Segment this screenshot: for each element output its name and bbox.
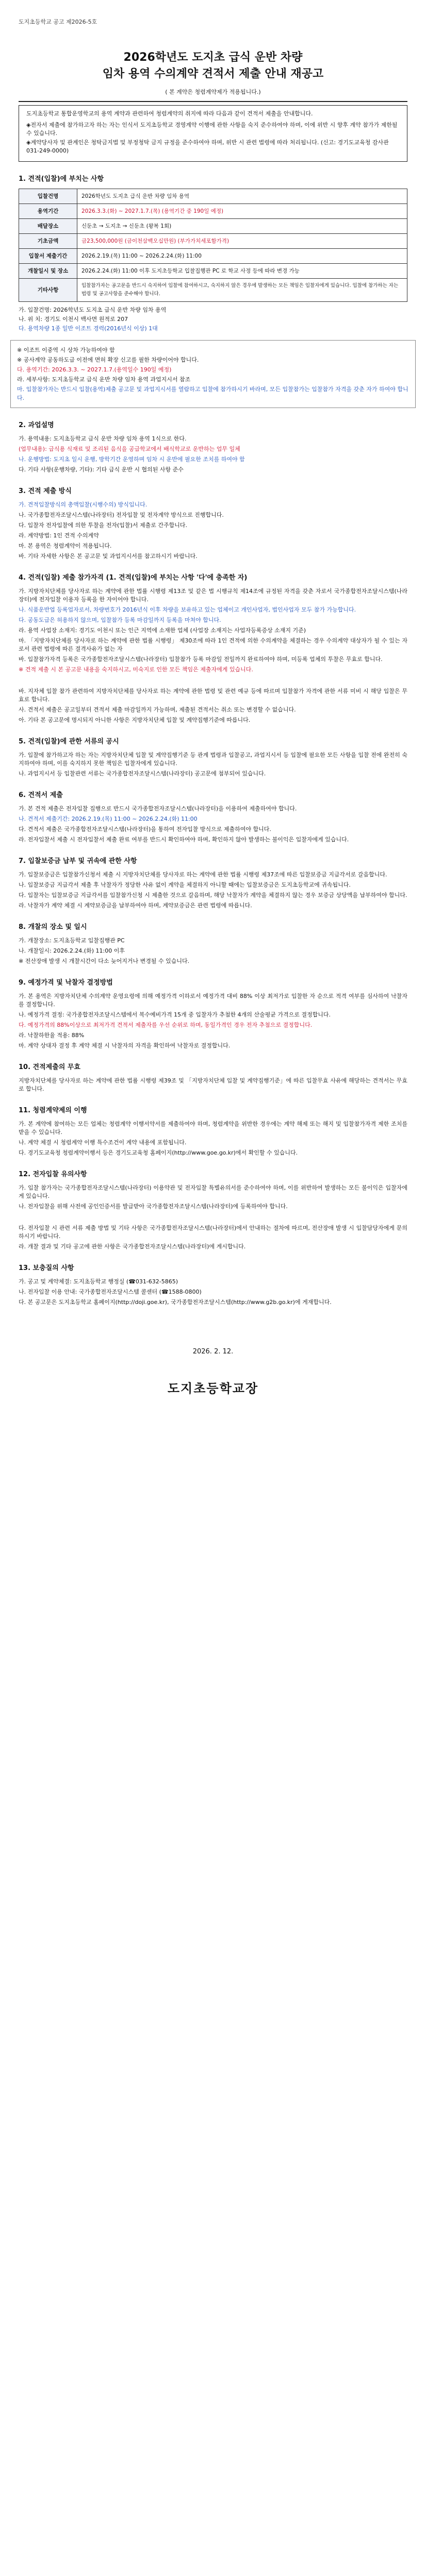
section-8 bbox=[19, 923, 407, 965]
row-value: 2026.2.19.(목) 11:00 ~ 2026.2.24.(화) 11:00 bbox=[77, 249, 407, 264]
requirements-box bbox=[10, 340, 416, 408]
table-row bbox=[19, 204, 407, 219]
row-key: 배달장소 bbox=[19, 219, 77, 234]
row-key: 기타사항 bbox=[19, 279, 77, 302]
requirement-line: 다. 용역기간: 2026.3.3. ~ 2027.1.7.(용역일수 190일 예정) bbox=[17, 366, 172, 373]
body-line: 나. 과업지시서 등 입찰관련 서류는 국가종합전자조달시스템(나라장터) 공고문에 첨부되어 있습니다. bbox=[19, 770, 266, 777]
body-line: 가. 용역내용: 도지초등학교 급식 운반 차량 임차 용역 1식으로 한다. bbox=[19, 435, 187, 442]
row-value: 신둔초 → 도지초 → 신둔초 (왕복 1회) bbox=[77, 219, 407, 234]
body-line: 바. 기타 자세한 사항은 본 공고문 및 과업지시서를 참고하시기 바랍니다. bbox=[19, 553, 198, 560]
body-line: 다. 입찰자 전자입찰에 의한 투찰을 전자(입찰)서 제출로 간주합니다. bbox=[19, 522, 187, 529]
section-heading: 7. 입찰보증금 납부 및 귀속에 관한 사항 bbox=[19, 857, 137, 865]
body-line: 나. 전자입찰 이용 안내: 국가종합전자조달시스템 콜센터 (☎1588-0800) bbox=[19, 1289, 202, 1295]
signoff-date: 2026. 2. 12. bbox=[192, 1348, 234, 1355]
section-4-cont bbox=[19, 687, 407, 724]
body-line: 마. 「지방자치단체를 당사자로 하는 계약에 관한 법률 시행령」 제30조에 따라 1인 견적에 의한 수의계약을 체결하는 경우 수의계약 대상자가 될 수 있는 자로서 관련 법령에 따른 결격사유가 없는 자 bbox=[19, 637, 407, 652]
body-line: 라. 낙찰하한율 적용: 88% bbox=[19, 1032, 85, 1039]
section-13 bbox=[19, 1264, 407, 1307]
body-line: 다. 입찰자는 입찰보증금 지급각서를 입찰참가신청 시 제출한 것으로 갈음하며, 해당 낙찰자가 계약을 체결하지 않는 경우 보증금 상당액을 납부하여야 합니다. bbox=[19, 892, 407, 899]
section-heading: 13. 보충질의 사항 bbox=[19, 1264, 74, 1272]
row-value: 2026.2.24.(화) 11:00 이후 도지초등학교 입찰집행관 PC 로 학교 사정 등에 따라 변경 가능 bbox=[77, 264, 407, 279]
body-line: 나. 견적서 제출기간: 2026.2.19.(목) 11:00 ~ 2026.2.24.(화) 11:00 bbox=[19, 816, 198, 822]
row-value: 입찰참가자는 공고문을 반드시 숙지하여 입찰에 참여하시고, 숙지하지 않은 경우에 발생하는 모든 책임은 입찰자에게 있습니다. 입찰에 참가하는 자는 법령 및 공고사항을 준수해야 합니다. bbox=[77, 279, 407, 302]
row-value: 2026학년도 도지초 급식 운반 차량 임차 용역 bbox=[77, 189, 407, 204]
body-line: 가. 입찰 참가자는 국가종합전자조달시스템(나라장터) 이용약관 및 전자입찰 특별유의서를 준수하여야 하며, 이를 위반하여 발생하는 모든 불이익은 입찰자에게 있습니다. bbox=[19, 1184, 407, 1199]
body-line: ※ 전산장애 발생 시 개찰시간이 다소 늦어지거나 변경될 수 있습니다. bbox=[19, 958, 190, 964]
body-line: 나. 식품운반업 등록업자로서, 차량번호가 2016년식 이후 차량을 보유하고 있는 업체이고 개인사업자, 법인사업자 모두 참가 가능합니다. bbox=[19, 606, 356, 613]
body-line: 나. 개찰일시: 2026.2.24.(화) 11:00 이후 bbox=[19, 947, 125, 954]
note-line: 나. 위 치: 경기도 이천시 백사면 원적로 207 bbox=[19, 316, 128, 323]
row-value: 2026.3.3.(화) ~ 2027.1.7.(목) (용역기간 중 190일 예정) bbox=[77, 204, 407, 219]
section-10 bbox=[19, 1063, 407, 1093]
requirement-line: 라. 세부사항: 도지초등학교 급식 운반 차량 임차 용역 과업지시서 참조 bbox=[17, 376, 191, 383]
body-line: 가. 입찰에 참가하고자 하는 자는 지방자치단체 입찰 및 계약집행기준 등 관계 법령과 입찰공고, 과업지시서 등 입찰에 필요한 모든 사항을 입찰 전에 완전히 숙지하여야 하며, 이를 숙지하지 못한 책임은 입찰자에게 있습니다. bbox=[19, 752, 407, 767]
title-subtitle: ( 본 계약은 청렴계약제가 적용됩니다.) bbox=[165, 89, 261, 95]
body-line: 나. 계약 체결 시 청렴계약 이행 특수조건이 계약 내용에 포함됩니다. bbox=[19, 1139, 187, 1146]
body-line: 다. 공동도급은 허용하지 않으며, 입찰참가 등록 마감일까지 등록을 마쳐야 합니다. bbox=[19, 617, 221, 623]
body-line: 라. 개찰 결과 및 기타 공고에 관한 사항은 국가종합전자조달시스템(나라장터)에 게시합니다. bbox=[19, 1243, 246, 1250]
body-line: 다. 전자입찰 시 관련 서류 제출 방법 및 기타 사항은 국가종합전자조달시스템(나라장터)에서 안내하는 절차에 따르며, 전산장애 발생 시 입찰담당자에게 문의하시기 바랍니다. bbox=[19, 1225, 407, 1240]
notice-bullet: ◈계약당사자 및 관계인은 청탁금지법 및 부정청탁 금지 규정을 준수하여야 하며, 위반 시 관련 법령에 따라 처리됩니다. (신고: 경기도교육청 감사관 031-249-0000) bbox=[26, 139, 389, 154]
body-line: 바. 지자체 입찰 참가 관련하여 지방자치단체를 당사자로 하는 계약에 관한 법령 및 관련 예규 등에 따르며 입찰참가 자격에 관한 서류 미비 시 해당 입찰은 무효로 합니다. bbox=[19, 688, 407, 703]
body-line: 지방자치단체를 당사자로 하는 계약에 관한 법률 시행령 제39조 및 「지방자치단체 입찰 및 계약집행기준」에 따른 입찰무효 사유에 해당하는 견적서는 무효로 합니다. bbox=[19, 1077, 407, 1092]
body-line: 가. 본 계약에 참여하는 모든 업체는 청렴계약 이행서약서를 제출하여야 하며, 청렴계약을 위반한 경우에는 계약 해제 또는 해지 및 입찰참가자격 제한 조치를 받을 수 있습니다. bbox=[19, 1121, 407, 1136]
body-line: 아. 기타 본 공고문에 명시되지 아니한 사항은 지방자치단체 입찰 및 계약집행기준에 따릅니다. bbox=[19, 717, 251, 723]
note-line: 다. 용역차량 1종 일반 이조트 경력(2016년식 이상) 1대 bbox=[19, 325, 158, 332]
body-line: 나. 운행방법: 도지초 일시 운행, 방학기간 운영하며 임차 시 운반에 필요한 조치를 하여야 함 bbox=[19, 456, 245, 463]
row-key: 개찰일시 및 장소 bbox=[19, 264, 77, 279]
row-key: 기초금액 bbox=[19, 234, 77, 249]
schedule-table bbox=[19, 189, 407, 302]
notice-number: 도지초등학교 공고 제2026-5호 bbox=[19, 19, 97, 25]
section-heading: 5. 견적(입찰)에 관한 서류의 공시 bbox=[19, 738, 119, 745]
section-heading: 1. 견적(입찰)에 부치는 사항 bbox=[19, 175, 104, 183]
body-line: 다. 예정가격의 88%이상으로 최저가격 견적서 제출자를 우선 순위로 하며, 동일가격인 경우 전자 추첨으로 결정합니다. bbox=[19, 1022, 313, 1028]
requirement-line: 마. 입찰참가자는 반드시 입찰(용역)제출 공고문 및 과업지시서를 열람하고 입찰에 참가하시기 바라며, 모든 입찰참가는 입찰참가 자격을 갖춘 자가 하여야 합니다. bbox=[17, 386, 408, 401]
section-heading: 10. 견적제출의 무효 bbox=[19, 1063, 80, 1071]
signoff bbox=[0, 1348, 426, 1396]
body-line: 라. 용역 사업장 소재지: 경기도 이천시 또는 인근 지역에 소재한 업체 (사업장 소재지는 사업자등록증상 소재지 기준) bbox=[19, 627, 306, 634]
title-separator bbox=[19, 101, 407, 102]
table-row bbox=[19, 219, 407, 234]
body-line: ※ 견적 제출 시 본 공고문 내용을 숙지하시고, 미숙지로 인한 모든 책임은 제출자에게 있습니다. bbox=[19, 666, 253, 673]
body-line: 라. 낙찰자가 계약 체결 시 계약보증금을 납부하여야 하며, 계약보증금은 관련 법령에 따릅니다. bbox=[19, 902, 252, 909]
table-row bbox=[19, 279, 407, 302]
notice-bullet: ◈전자서 제출에 참가하고자 하는 자는 인식서 도지초등학교 경영계약 이행에 관한 사항을 숙지 준수하여야 하며, 이에 위반 시 향후 계약 참가가 제한될 수 있습니다. bbox=[26, 122, 398, 137]
table-row bbox=[19, 234, 407, 249]
body-line: 바. 입찰참가자격 등록은 국가종합전자조달시스템(나라장터) 입찰참가 등록 마감일 전일까지 완료하여야 하며, 미등록 업체의 투찰은 무효로 합니다. bbox=[19, 656, 383, 663]
section-heading: 4. 견적(입찰) 제출 참가자격 (1. 견적(입찰)에 부치는 사항 '다'에 충족한 자) bbox=[19, 574, 248, 582]
requirement-line: ※ 이조트 이중역 시 상차 가능하여야 함 bbox=[17, 347, 115, 353]
body-line: 가. 공고 및 계약체결: 도지초등학교 행정실 (☎031-632-5865) bbox=[19, 1278, 178, 1285]
section-2 bbox=[19, 421, 407, 474]
row-key: 입찰서 제출기간 bbox=[19, 249, 77, 264]
note-line: 가. 입찰건명: 2026학년도 도지초 급식 운반 차량 임차 용역 bbox=[19, 307, 167, 313]
section-heading: 9. 예정가격 및 낙찰자 결정방법 bbox=[19, 979, 113, 987]
body-line: 가. 지방자치단체를 당사자로 하는 계약에 관한 법률 시행령 제13조 및 같은 법 시행규칙 제14조에 규정된 자격을 갖춘 자로서 국가종합전자조달시스템(나라장터)에 전자입찰 이용자 등록을 한 자이어야 합니다. bbox=[19, 588, 407, 603]
body-line: 나. 예정가격 결정: 국가종합전자조달시스템에서 복수예비가격 15개 중 입찰자가 추첨한 4개의 산술평균 가격으로 결정합니다. bbox=[19, 1011, 331, 1018]
row-key: 입찰건명 bbox=[19, 189, 77, 204]
section-heading: 8. 개찰의 장소 및 일시 bbox=[19, 923, 87, 931]
body-line: 나. 입찰보증금 지급각서 제출 후 낙찰자가 정당한 사유 없이 계약을 체결하지 아니할 때에는 입찰보증금은 도지초등학교에 귀속됩니다. bbox=[19, 882, 351, 888]
body-line: 사. 견적서 제출은 공고일부터 견적서 제출 마감일까지 가능하며, 제출된 견적서는 취소 또는 변경할 수 없습니다. bbox=[19, 706, 296, 713]
table-row bbox=[19, 264, 407, 279]
body-line: 다. 경기도교육청 청렴계약이행서 등은 경기도교육청 홈페이지(http://www.goe.go.kr)에서 확인할 수 있습니다. bbox=[19, 1149, 298, 1156]
body-line: 라. 전자입찰서 제출 시 전자입찰서 제출 완료 여부를 반드시 확인하여야 하며, 확인하지 않아 발생하는 불이익은 입찰자에게 있습니다. bbox=[19, 836, 349, 843]
row-key: 용역기간 bbox=[19, 204, 77, 219]
section-12 bbox=[19, 1171, 407, 1211]
section-heading: 12. 전자입찰 유의사항 bbox=[19, 1171, 87, 1178]
title-line-2: 임차 용역 수의계약 견적서 제출 안내 재공고 bbox=[102, 67, 324, 80]
body-line: 가. 본 견적 제출은 전자입찰 집행으로 반드시 국가종합전자조달시스템(나라장터)을 이용하여 제출하여야 합니다. bbox=[19, 805, 297, 812]
notice-intro: 도지초등학교 통합운영학교의 용역 계약과 관련하여 청렴계약의 취지에 따라 다음과 같이 견적서 제출을 안내합니다. bbox=[26, 110, 313, 117]
row-value: 금23,500,000원 (금이천삼백오십만원) (부가가치세포함가격) bbox=[77, 234, 407, 249]
body-line: 라. 계약방법: 1인 견적 수의계약 bbox=[19, 532, 99, 539]
section-heading: 11. 청렴계약제의 이행 bbox=[19, 1107, 87, 1114]
section-7 bbox=[19, 857, 407, 910]
body-line: 다. 본 공고문은 도지초등학교 홈페이지(http://doji.goe.kr), 국가종합전자조달시스템(http://www.g2b.go.kr)에 게재합니다. bbox=[19, 1299, 332, 1306]
section-12-cont bbox=[19, 1224, 407, 1251]
section-heading: 3. 견적 제출 방식 bbox=[19, 487, 72, 495]
section-3 bbox=[19, 487, 407, 561]
body-line: 다. 견적서 제출은 국가종합전자조달시스템(나라장터)을 통하여 전자입찰 방식으로 제출하여야 합니다. bbox=[19, 826, 271, 833]
title-line-1: 2026학년도 도지초 급식 운반 차량 bbox=[123, 51, 303, 64]
requirement-line: ※ 공사계약 공동하도급 이전에 면허 확장 신고를 필한 차량이어야 합니다. bbox=[17, 357, 199, 363]
section-11 bbox=[19, 1107, 407, 1157]
section-heading: 6. 견적서 제출 bbox=[19, 791, 63, 799]
title-block bbox=[0, 49, 426, 96]
body-line: (업무내용): 급식용 식재료 및 조리된 음식을 공급학교에서 배식학교로 운반하는 업무 일체 bbox=[19, 446, 240, 452]
body-line: 마. 계약 상대자 결정 후 계약 체결 시 낙찰자의 자격을 확인하여 낙찰자로 결정합니다. bbox=[19, 1042, 231, 1049]
body-line: 마. 본 용역은 청렴계약이 적용됩니다. bbox=[19, 543, 112, 549]
table-row bbox=[19, 189, 407, 204]
body-line: 가. 개찰장소: 도지초등학교 입찰집행관 PC bbox=[19, 937, 125, 944]
body-line: 나. 전자입찰을 위해 사전에 공인인증서를 발급받아 국가종합전자조달시스템(나라장터)에 등록하여야 합니다. bbox=[19, 1203, 288, 1210]
schedule-notes bbox=[19, 306, 407, 333]
section-9 bbox=[19, 979, 407, 1050]
table-row bbox=[19, 249, 407, 264]
body-line: 가. 입찰보증금은 입찰참가신청서 제출 시 지방자치단체를 당사자로 하는 계약에 관한 법률 시행령 제37조에 따른 입찰보증금 지급각서로 갈음합니다. bbox=[19, 871, 387, 878]
body-line: 가. 본 용역은 지방자치단체 수의계약 운영요령에 의해 예정가격 이하로서 예정가격 대비 88% 이상 최저가로 입찰한 자 순으로 적격 여부를 심사하여 낙찰자를 결정합니다. bbox=[19, 993, 407, 1008]
section-5 bbox=[19, 738, 407, 778]
body-line: 다. 기타 사항(운행차량, 기타): 기타 급식 운반 시 협의된 사항 준수 bbox=[19, 466, 184, 473]
section-heading: 2. 과업설명 bbox=[19, 421, 54, 429]
body-line: 가. 견적입찰방식의 총액입찰(시행수의) 방식입니다. bbox=[19, 501, 148, 508]
issuing-organization: 도지초등학교장 bbox=[167, 1381, 259, 1396]
section-4 bbox=[19, 574, 407, 674]
section-1 bbox=[19, 175, 407, 333]
body-line: 나. 국가종합전자조달시스템(나라장터) 전자입찰 및 전자계약 방식으로 진행합니다. bbox=[19, 512, 224, 518]
integrity-notice-box bbox=[19, 105, 407, 162]
section-6 bbox=[19, 791, 407, 844]
